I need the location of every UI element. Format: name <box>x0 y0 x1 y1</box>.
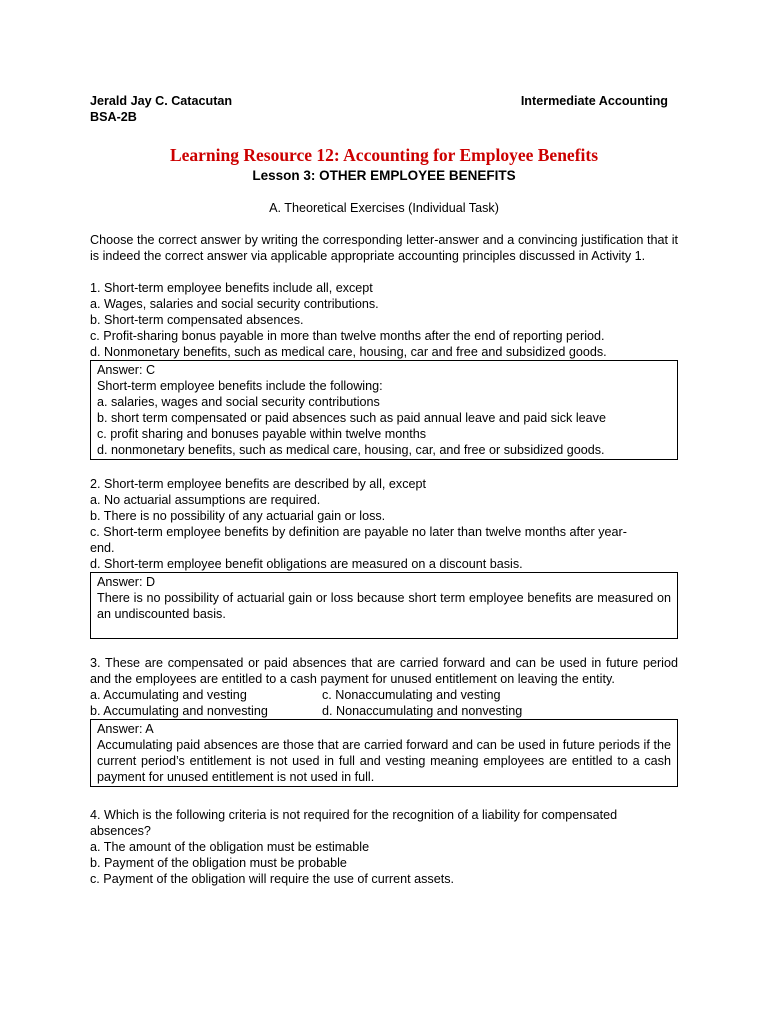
option-a: a. No actuarial assumptions are required. <box>90 493 321 507</box>
question-1 <box>90 280 678 460</box>
answer-line: d. nonmonetary benefits, such as medical care, housing, car, and free or subsidized goods. <box>97 443 605 457</box>
answer-line: b. short term compensated or paid absences such as paid annual leave and paid sick leave <box>97 411 606 425</box>
course-name: Intermediate Accounting <box>520 94 668 108</box>
option-c: c. Payment of the obligation will require the use of current assets. <box>90 872 455 886</box>
answer-line: c. profit sharing and bonuses payable within twelve months <box>97 427 427 441</box>
answer-label: Answer: C <box>97 363 156 377</box>
answer-text: Accumulating paid absences are those that are carried forward and can be used in future periods if the current period’s entitlement is not used in full and vesting meaning employees are entitled to a cash payment for unused entitlement is not used in full. <box>97 738 671 784</box>
question-4 <box>90 807 678 887</box>
option-b: b. Short-term compensated absences. <box>90 313 304 327</box>
option-b: b. Accumulating and nonvesting <box>90 704 268 718</box>
option-c: c. Nonaccumulating and vesting <box>322 688 501 702</box>
lesson-title: Lesson 3: OTHER EMPLOYEE BENEFITS <box>252 168 516 183</box>
question-stem: 1. Short-term employee benefits include all, except <box>90 281 373 295</box>
instructions-paragraph: Choose the correct answer by writing the corresponding letter-answer and a convincing justification that it is indeed the correct answer via applicable appropriate accounting principles discussed in Activity 1. <box>90 233 678 263</box>
header-row <box>90 93 678 109</box>
options-row-2 <box>90 703 678 719</box>
learning-resource-title: Learning Resource 12: Accounting for Employee Benefits <box>169 145 599 165</box>
options-row-1 <box>90 687 678 703</box>
option-a: a. Wages, salaries and social security contributions. <box>90 297 379 311</box>
option-c: c. Short-term employee benefits by definition are payable no later than twelve months after year-end. <box>90 525 627 555</box>
section-heading: A. Theoretical Exercises (Individual Task) <box>269 201 499 215</box>
option-d: d. Short-term employee benefit obligations are measured on a discount basis. <box>90 557 523 571</box>
answer-line: a. salaries, wages and social security contributions <box>97 395 380 409</box>
option-c: c. Profit-sharing bonus payable in more than twelve months after the end of reporting period. <box>90 329 605 343</box>
question-3 <box>90 655 678 787</box>
option-d: d. Nonmonetary benefits, such as medical care, housing, car and free and subsidized goods. <box>90 345 607 359</box>
document-page <box>90 93 678 887</box>
answer-label: Answer: D <box>97 575 156 589</box>
option-b: b. There is no possibility of any actuarial gain or loss. <box>90 509 386 523</box>
question-2 <box>90 476 678 639</box>
answer-line: Short-term employee benefits include the following: <box>97 379 383 393</box>
answer-box-1 <box>90 360 678 460</box>
student-section: BSA-2B <box>90 110 137 124</box>
option-d: d. Nonaccumulating and nonvesting <box>322 704 523 718</box>
answer-label: Answer: A <box>97 722 154 736</box>
student-name: Jerald Jay C. Catacutan <box>90 94 233 108</box>
answer-box-2 <box>90 572 678 639</box>
option-b: b. Payment of the obligation must be probable <box>90 856 347 870</box>
question-stem: 4. Which is the following criteria is not required for the recognition of a liability for compensated absences? <box>90 808 618 838</box>
question-stem: 3. These are compensated or paid absences that are carried forward and can be used in future period and the employees are entitled to a cash payment for unused entitlement on leaving the entity. <box>90 656 678 686</box>
answer-text: There is no possibility of actuarial gain or loss because short term employee benefits are measured on an undiscounted basis. <box>97 591 671 621</box>
answer-box-3 <box>90 719 678 787</box>
option-a: a. Accumulating and vesting <box>90 688 247 702</box>
question-stem: 2. Short-term employee benefits are described by all, except <box>90 477 427 491</box>
option-a: a. The amount of the obligation must be estimable <box>90 840 370 854</box>
